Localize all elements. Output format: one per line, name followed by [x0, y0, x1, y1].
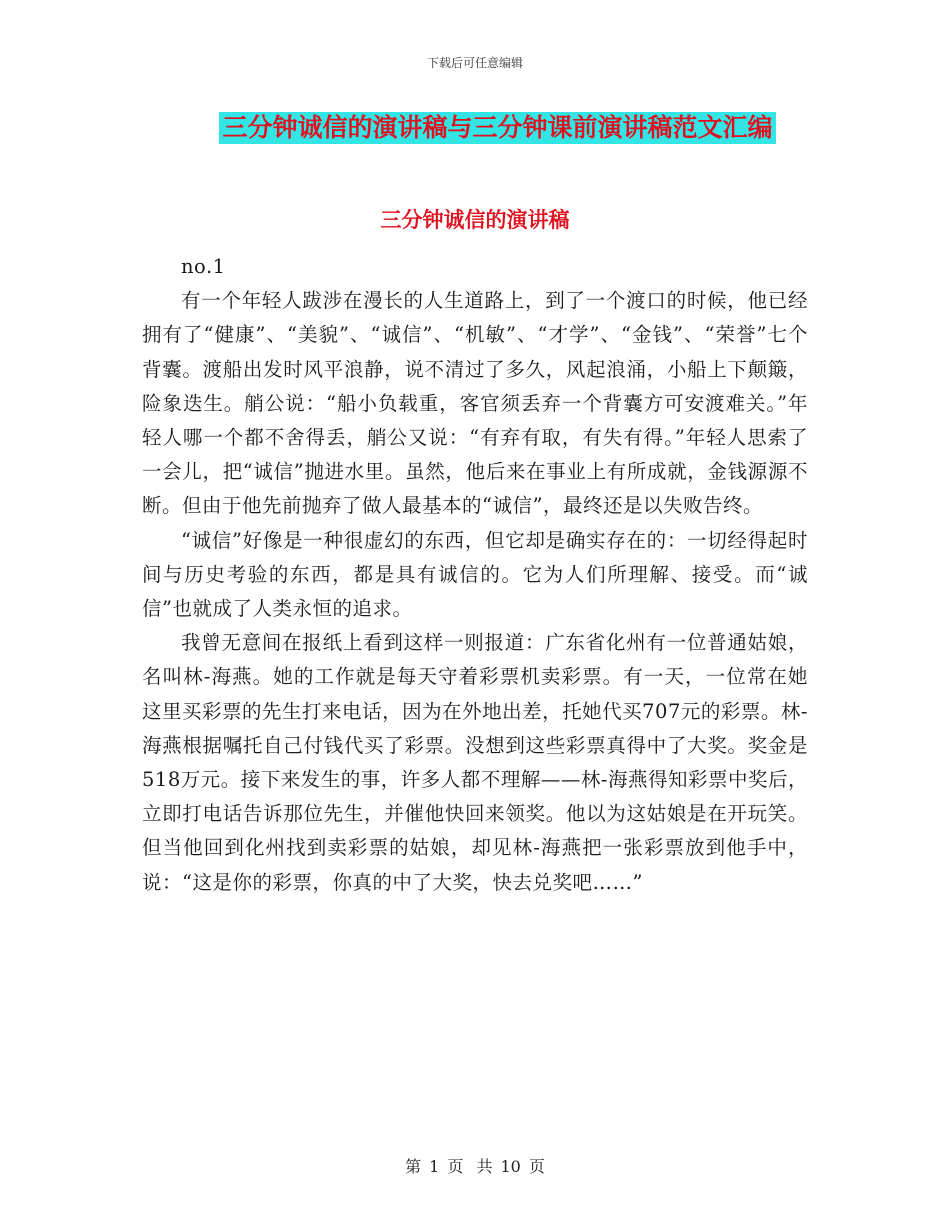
document-body: [142, 250, 808, 900]
page-suffix: 页: [528, 1157, 545, 1176]
section-title: 三分钟诚信的演讲稿: [380, 208, 570, 232]
page-number: 1: [429, 1157, 440, 1176]
document-title: 三分钟诚信的演讲稿与三分钟课前演讲稿范文汇编: [219, 112, 775, 144]
paragraph: 我曾无意间在报纸上看到这样一则报道：广东省化州有一位普通姑娘，名叫林-海燕。她的工作就是每天守着彩票机卖彩票。有一天，一位常在她这里买彩票的先生打来电话，因为在外地出差，托她代买707元的彩票。林-海燕根据嘱托自己付钱代买了彩票。没想到这些彩票真得中了大奖。奖金是518万元。接下来发生的事，许多人都不理解——林-海燕得知彩票中奖后，立即打电话告诉那位先生，并催他快回来领奖。他以为这姑娘是在开玩笑。但当他回到化州找到卖彩票的姑娘，却见林-海燕把一张彩票放到他手中，说：“这是你的彩票，你真的中了大奖，快去兑奖吧……”: [142, 631, 808, 894]
header-note: 下载后可任意编辑: [426, 56, 523, 70]
paragraph: 有一个年轻人跋涉在漫长的人生道路上，到了一个渡口的时候，他已经拥有了“健康”、“美貌”、“诚信”、“机敏”、“才学”、“金钱”、“荣誉”七个背囊。渡船出发时风平浪静，说不清过了多久，风起浪涌，小船上下颠簸，险象迭生。艄公说：“船小负载重，客官须丢弃一个背囊方可安渡难关。”年轻人哪一个都不舍得丢，艄公又说：“有弃有取，有失有得。”年轻人思索了一会儿，把“诚信”抛进水里。虽然，他后来在事业上有所成就，金钱源源不断。但由于他先前抛弃了做人最基本的“诚信”，最终还是以失败告终。: [142, 289, 808, 518]
paragraph: “诚信”好像是一种很虚幻的东西，但它却是确实存在的：一切经得起时间与历史考验的东西，都是具有诚信的。它为人们所理解、接受。而“诚信”也就成了人类永恒的追求。: [142, 528, 808, 621]
document-title-container: [0, 112, 950, 144]
page-middle: 页 共: [447, 1157, 493, 1176]
page-footer: [0, 1154, 950, 1177]
paragraph-number: no.1: [181, 255, 226, 278]
page-prefix: 第: [405, 1157, 422, 1176]
page-total: 10: [500, 1157, 521, 1176]
